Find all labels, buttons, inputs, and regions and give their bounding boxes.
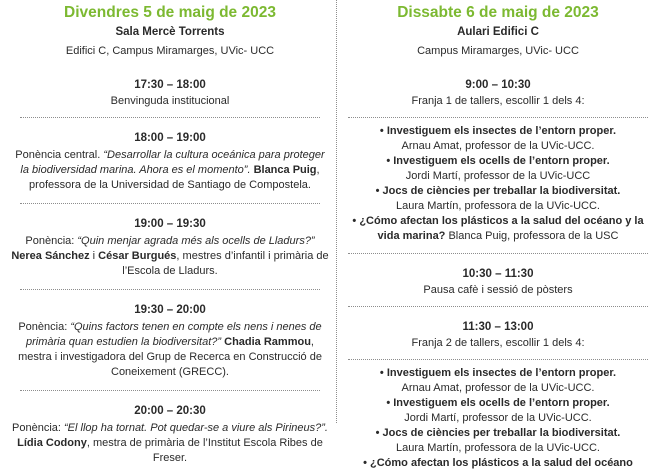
session-time: 19:00 – 19:30 [134, 218, 206, 230]
workshop-presenter: Arnau Amat, professor de la UVic-UCC. [401, 140, 595, 152]
session-title: “Quins factors tenen en compte els nens i nenes de primària quan estudien la biodiversitat?” [26, 321, 322, 348]
session-description [10, 148, 330, 193]
session-description [10, 234, 330, 279]
session [10, 204, 330, 279]
session-prefix: Ponència: [18, 321, 71, 333]
workshop-slot [338, 307, 658, 351]
workshop-title: • Investiguem els insectes de l’entorn proper. [379, 125, 617, 137]
day-title: Dissabte 6 de maig de 2023 [397, 4, 599, 21]
workshop-item [338, 396, 658, 426]
workshop-item [338, 214, 658, 244]
session-description [10, 320, 330, 380]
venue-name: Sala Mercè Torrents [115, 26, 225, 38]
saturday-column [338, 0, 658, 471]
friday-column [10, 0, 330, 466]
session-prefix: Ponència: [12, 422, 65, 434]
workshop-item [338, 426, 658, 456]
workshop-title: • Investiguem els ocells de l’entorn proper. [386, 155, 610, 167]
venue-address: Edifici C, Campus Miramarges, UVic- UCC [65, 45, 275, 57]
speaker-name: César Burgués [98, 250, 177, 262]
session-description [10, 421, 330, 466]
workshop-slot [338, 58, 658, 109]
speaker-name: Lídia Codony [17, 437, 87, 449]
speaker-name: Chadia Rammou [224, 336, 311, 348]
workshop-title: • ¿Cómo afectan los plásticos a la salud del océano y la vida marina? [352, 215, 644, 242]
workshop-title: • Investiguem els ocells de l’entorn proper. [386, 397, 610, 409]
slot-time: 11:30 – 13:00 [462, 321, 534, 333]
session-text: Benvinguda institucional [110, 95, 230, 107]
column-divider [336, 0, 337, 423]
workshop-presenter: Blanca Puig, professora de la USC [445, 230, 619, 242]
workshop-presenter: Laura Martín, professora de la UVic-UCC. [396, 442, 600, 454]
workshop-item [338, 154, 658, 184]
workshop-title: • Jocs de ciències per treballar la biodiversitat. [375, 427, 621, 439]
workshop-item [338, 184, 658, 214]
session-time: 19:30 – 20:00 [134, 304, 206, 316]
session-title: “El llop ha tornat. Pot quedar-se a viure als Pirineus?”. [64, 422, 328, 434]
slot-subtitle: Franja 2 de tallers, escollir 1 dels 4: [411, 337, 585, 349]
speaker-name: Blanca Puig [253, 164, 317, 176]
workshop-presenter: Arnau Amat, professor de la UVic-UCC. [401, 382, 595, 394]
workshop-list [338, 360, 658, 471]
workshop-title: • ¿Cómo afectan los plásticos a la salud del océano [363, 457, 633, 469]
workshop-presenter: Jordi Martí, professor de la UVic-UCC [405, 170, 591, 182]
break-time: 10:30 – 11:30 [462, 268, 534, 280]
session-time: 18:00 – 19:00 [134, 132, 206, 144]
break-text: Pausa cafè i sessió de pòsters [423, 284, 573, 296]
session-prefix: Ponència: [25, 235, 78, 247]
slot-subtitle: Franja 1 de tallers, escollir 1 dels 4: [411, 95, 585, 107]
workshop-presenter: Jordi Martí, professor de la UVic-UCC. [404, 412, 592, 424]
workshop-item [338, 124, 658, 154]
workshop-title: • Jocs de ciències per treballar la biodiversitat. [375, 185, 621, 197]
venue-address: Campus Miramarges, UVic- UCC [417, 45, 579, 57]
workshop-item [338, 456, 658, 471]
break-block [338, 254, 658, 298]
session-time: 20:00 – 20:30 [134, 405, 206, 417]
workshop-list [338, 118, 658, 244]
session-title: “Desarrollar la cultura oceánica para proteger la biodiversidad marina. Ahora es el momento”. [20, 149, 325, 176]
session-time: 17:30 – 18:00 [134, 79, 206, 91]
speaker-affiliation: , professora de la Universidad de Santiago de Compostela. [29, 164, 320, 191]
workshop-presenter: Laura Martín, professora de la UVic-UCC. [396, 200, 600, 212]
speaker-affiliation: , mestra i investigadora del Grup de Recerca en Construcció de Coneixement (GRECC). [18, 336, 322, 378]
session-prefix: Ponència central. [15, 149, 104, 161]
session [10, 118, 330, 193]
speaker-name: Nerea Sánchez [11, 250, 90, 262]
speaker-affiliation: , mestra de primària de l’Institut Escola Ribes de Freser. [86, 437, 323, 464]
session [10, 290, 330, 380]
venue-name: Aulari Edifici C [457, 26, 539, 38]
session [10, 391, 330, 466]
session-title: “Quin menjar agrada més als ocells de Lladurs?” [77, 235, 315, 247]
slot-time: 9:00 – 10:30 [465, 79, 531, 91]
day-title: Divendres 5 de maig de 2023 [64, 4, 276, 21]
speaker-affiliation: , mestres d’infantil i primària de l’Escola de Lladurs. [122, 250, 329, 277]
session [10, 58, 330, 109]
workshop-title: • Investiguem els insectes de l’entorn proper. [379, 367, 617, 379]
speaker-joiner: i [89, 250, 99, 262]
workshop-item [338, 366, 658, 396]
